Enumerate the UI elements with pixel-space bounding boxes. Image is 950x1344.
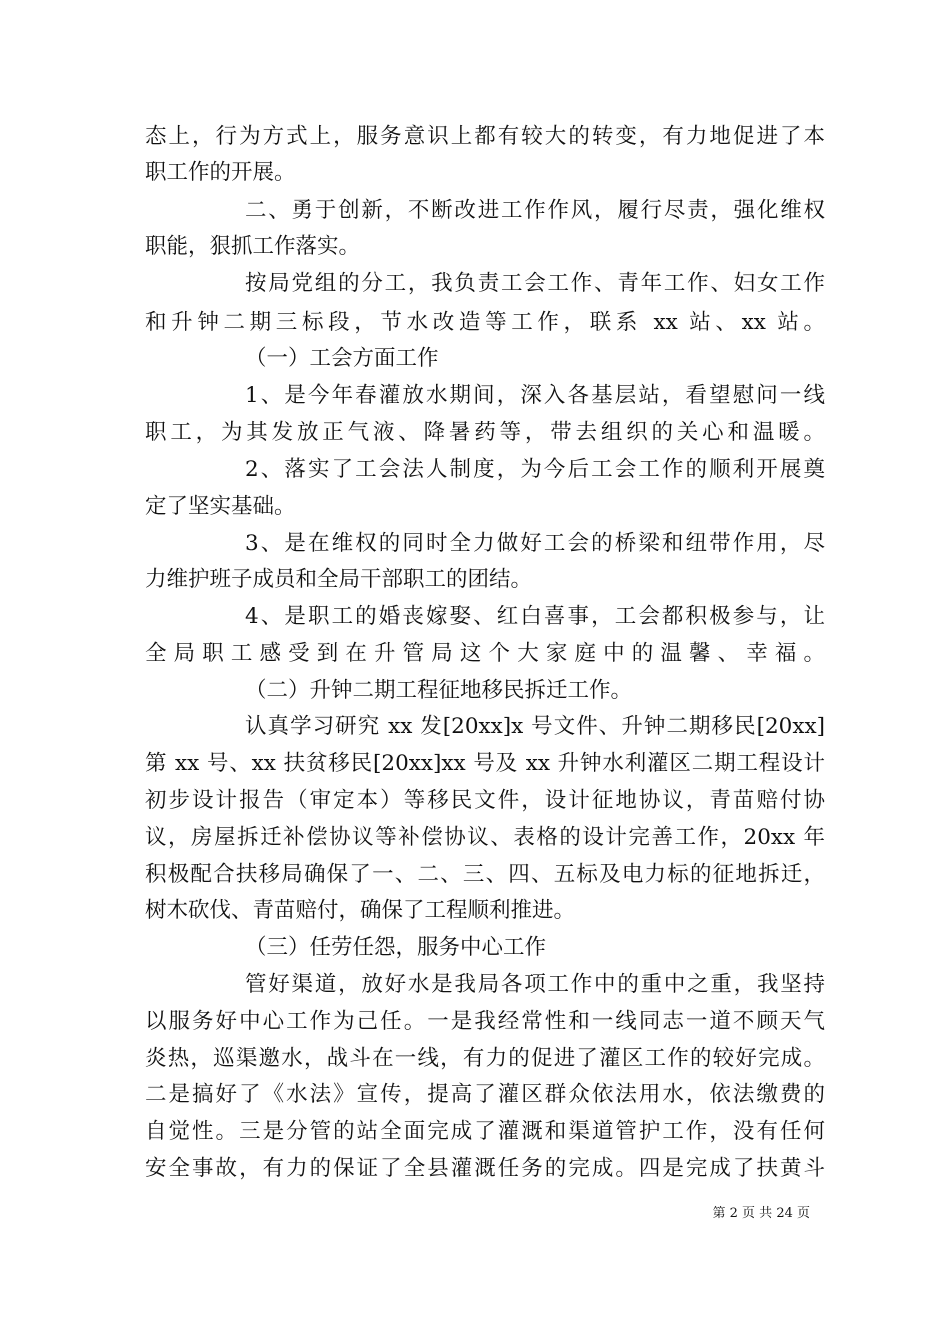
text-line: 自觉性。三是分管的站全面完成了灌溉和渠道管护工作，没有任何 [145,1119,825,1144]
section-heading: （三）任劳任怨，服务中心工作 [245,935,547,960]
text-line: 二、勇于创新，不断改进工作作风，履行尽责，强化维权 [245,198,825,223]
text-line: 职能，狠抓工作落实。 [145,234,361,259]
text-line: 态上，行为方式上，服务意识上都有较大的转变，有力地促进了本 [145,124,825,149]
text-line: 职工，为其发放正气液、降暑药等，带去组织的关心和温暖。 [145,420,825,445]
text-line: 全局职工感受到在升管局这个大家庭中的温馨、幸福。 [145,641,825,666]
text-line: 定了坚实基础。 [145,494,296,519]
text-line: 以服务好中心工作为己任。一是我经常性和一线同志一道不顾天气 [145,1009,825,1034]
text-line: 树木砍伐、青苗赔付，确保了工程顺利推进。 [145,898,576,923]
text-line: 管好渠道，放好水是我局各项工作中的重中之重，我坚持 [245,972,825,997]
text-line: 3、是在维权的同时全力做好工会的桥梁和纽带作用，尽 [245,531,825,556]
text-line: 议，房屋拆迁补偿协议等补偿协议、表格的设计完善工作，20xx 年 [145,825,825,850]
text-line: 炎热，巡渠邀水，战斗在一线，有力的促进了灌区工作的较好完成。 [145,1046,825,1071]
section-heading: （二）升钟二期工程征地移民拆迁工作。 [245,678,633,703]
text-line: 安全事故，有力的保证了全县灌溉任务的完成。四是完成了扶黄斗 [145,1156,825,1181]
text-line: 二是搞好了《水法》宣传，提高了灌区群众依法用水，依法缴费的 [145,1082,825,1107]
page-number-footer: 第 2 页 共 24 页 [712,1206,810,1221]
text-line: 第 xx 号、xx 扶贫移民[20xx]xx 号及 xx 升钟水利灌区二期工程设计 [145,751,825,776]
text-line: 2、落实了工会法人制度，为今后工会工作的顺利开展奠 [245,457,825,482]
text-line: 积极配合扶移局确保了一、二、三、四、五标及电力标的征地拆迁， [145,862,825,887]
text-line: 职工作的开展。 [145,160,296,185]
text-line: 和升钟二期三标段，节水改造等工作，联系 xx 站、xx 站。 [145,310,825,335]
text-line: 初步设计报告（审定本）等移民文件，设计征地协议，青苗赔付协 [145,788,825,813]
text-line: 认真学习研究 xx 发[20xx]x 号文件、升钟二期移民[20xx] [245,714,825,739]
text-line: 力维护班子成员和全局干部职工的团结。 [145,567,533,592]
section-heading: （一）工会方面工作 [245,346,439,371]
text-line: 4、是职工的婚丧嫁娶、红白喜事，工会都积极参与，让 [245,604,825,629]
text-line: 按局党组的分工，我负责工会工作、青年工作、妇女工作 [245,271,825,296]
text-line: 1、是今年春灌放水期间，深入各基层站，看望慰问一线 [245,383,825,408]
